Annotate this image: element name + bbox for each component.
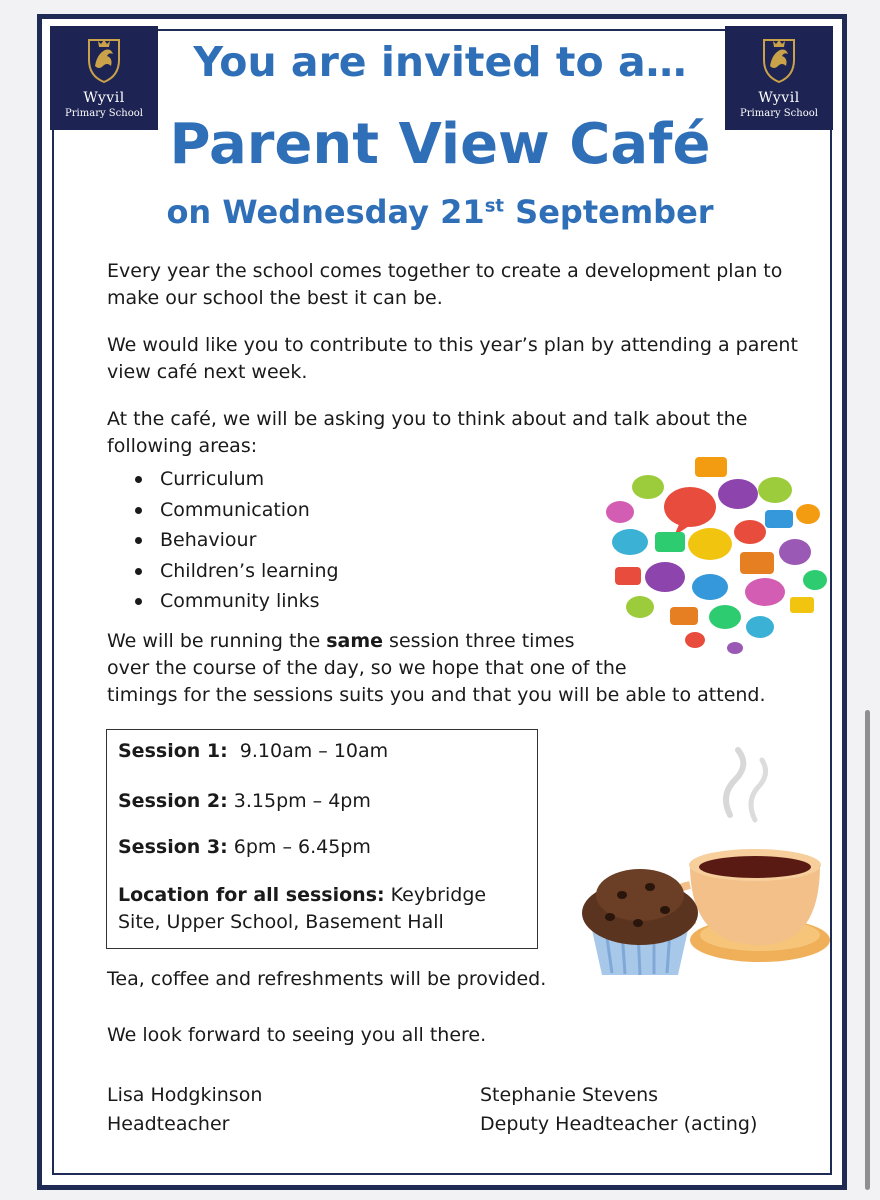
location-value: Keybridge Site, Upper School, Basement Hall xyxy=(118,884,487,933)
school-crest-icon xyxy=(756,36,802,84)
event-date-month: September xyxy=(504,193,714,231)
event-date xyxy=(120,193,760,231)
session-location xyxy=(118,882,528,936)
emphasis-same: same xyxy=(326,630,384,652)
speech-bubbles-illustration xyxy=(600,452,830,657)
sessions-line-3: timings for the sessions suits you and that you will be able to attend. xyxy=(107,684,766,706)
logo-school-type: Primary School xyxy=(740,108,818,119)
closing-paragraph: We look forward to seeing you all there. xyxy=(107,1024,487,1046)
logo-school-type: Primary School xyxy=(65,108,143,119)
event-date-text: on Wednesday 21 xyxy=(166,193,485,231)
session-time: 9.10am – 10am xyxy=(227,740,389,762)
intro-paragraph: Every year the school comes together to create a development plan to make our school the best it can be. xyxy=(107,260,783,309)
sessions-box xyxy=(106,729,538,949)
signatory-name: Stephanie Stevens xyxy=(480,1084,659,1106)
session-2 xyxy=(118,788,371,815)
session-label: Session 2: xyxy=(118,790,228,812)
session-time: 3.15pm – 4pm xyxy=(227,790,371,812)
areas-paragraph: At the café, we will be asking you to think about and talk about the following areas: xyxy=(107,408,748,457)
refreshments-paragraph: Tea, coffee and refreshments will be provided. xyxy=(107,968,547,990)
session-label: Session 1: xyxy=(118,740,228,762)
scrollbar[interactable] xyxy=(865,710,870,1190)
event-title: Parent View Café xyxy=(169,112,711,177)
sessions-text: session three times xyxy=(383,630,575,652)
session-1 xyxy=(118,738,388,765)
signatory-role: Deputy Headteacher (acting) xyxy=(480,1113,758,1135)
signatory-role: Headteacher xyxy=(107,1113,230,1135)
logo-school-name: Wyvil xyxy=(83,90,125,106)
sessions-text: We will be running the xyxy=(107,630,327,652)
location-label: Location for all sessions: xyxy=(118,884,385,906)
list-item: Curriculum xyxy=(135,466,339,497)
list-item: Children’s learning xyxy=(135,558,339,589)
date-ordinal: st xyxy=(484,195,505,217)
sessions-line-2: over the course of the day, so we hope that one of the xyxy=(107,657,627,679)
session-label: Session 3: xyxy=(118,836,228,858)
signature-left xyxy=(107,1081,262,1139)
areas-list xyxy=(135,466,339,619)
list-item: Behaviour xyxy=(135,527,339,558)
coffee-muffin-illustration xyxy=(570,745,830,985)
school-crest-icon xyxy=(81,36,127,84)
signature-right xyxy=(480,1081,757,1139)
signatory-name: Lisa Hodgkinson xyxy=(107,1084,263,1106)
list-item: Community links xyxy=(135,588,339,619)
session-time: 6pm – 6.45pm xyxy=(227,836,371,858)
invite-heading: You are invited to a… xyxy=(193,38,687,86)
list-item: Communication xyxy=(135,497,339,528)
contribute-paragraph: We would like you to contribute to this year’s plan by attending a parent view café next week. xyxy=(107,334,798,383)
session-3 xyxy=(118,834,371,861)
logo-school-name: Wyvil xyxy=(758,90,800,106)
